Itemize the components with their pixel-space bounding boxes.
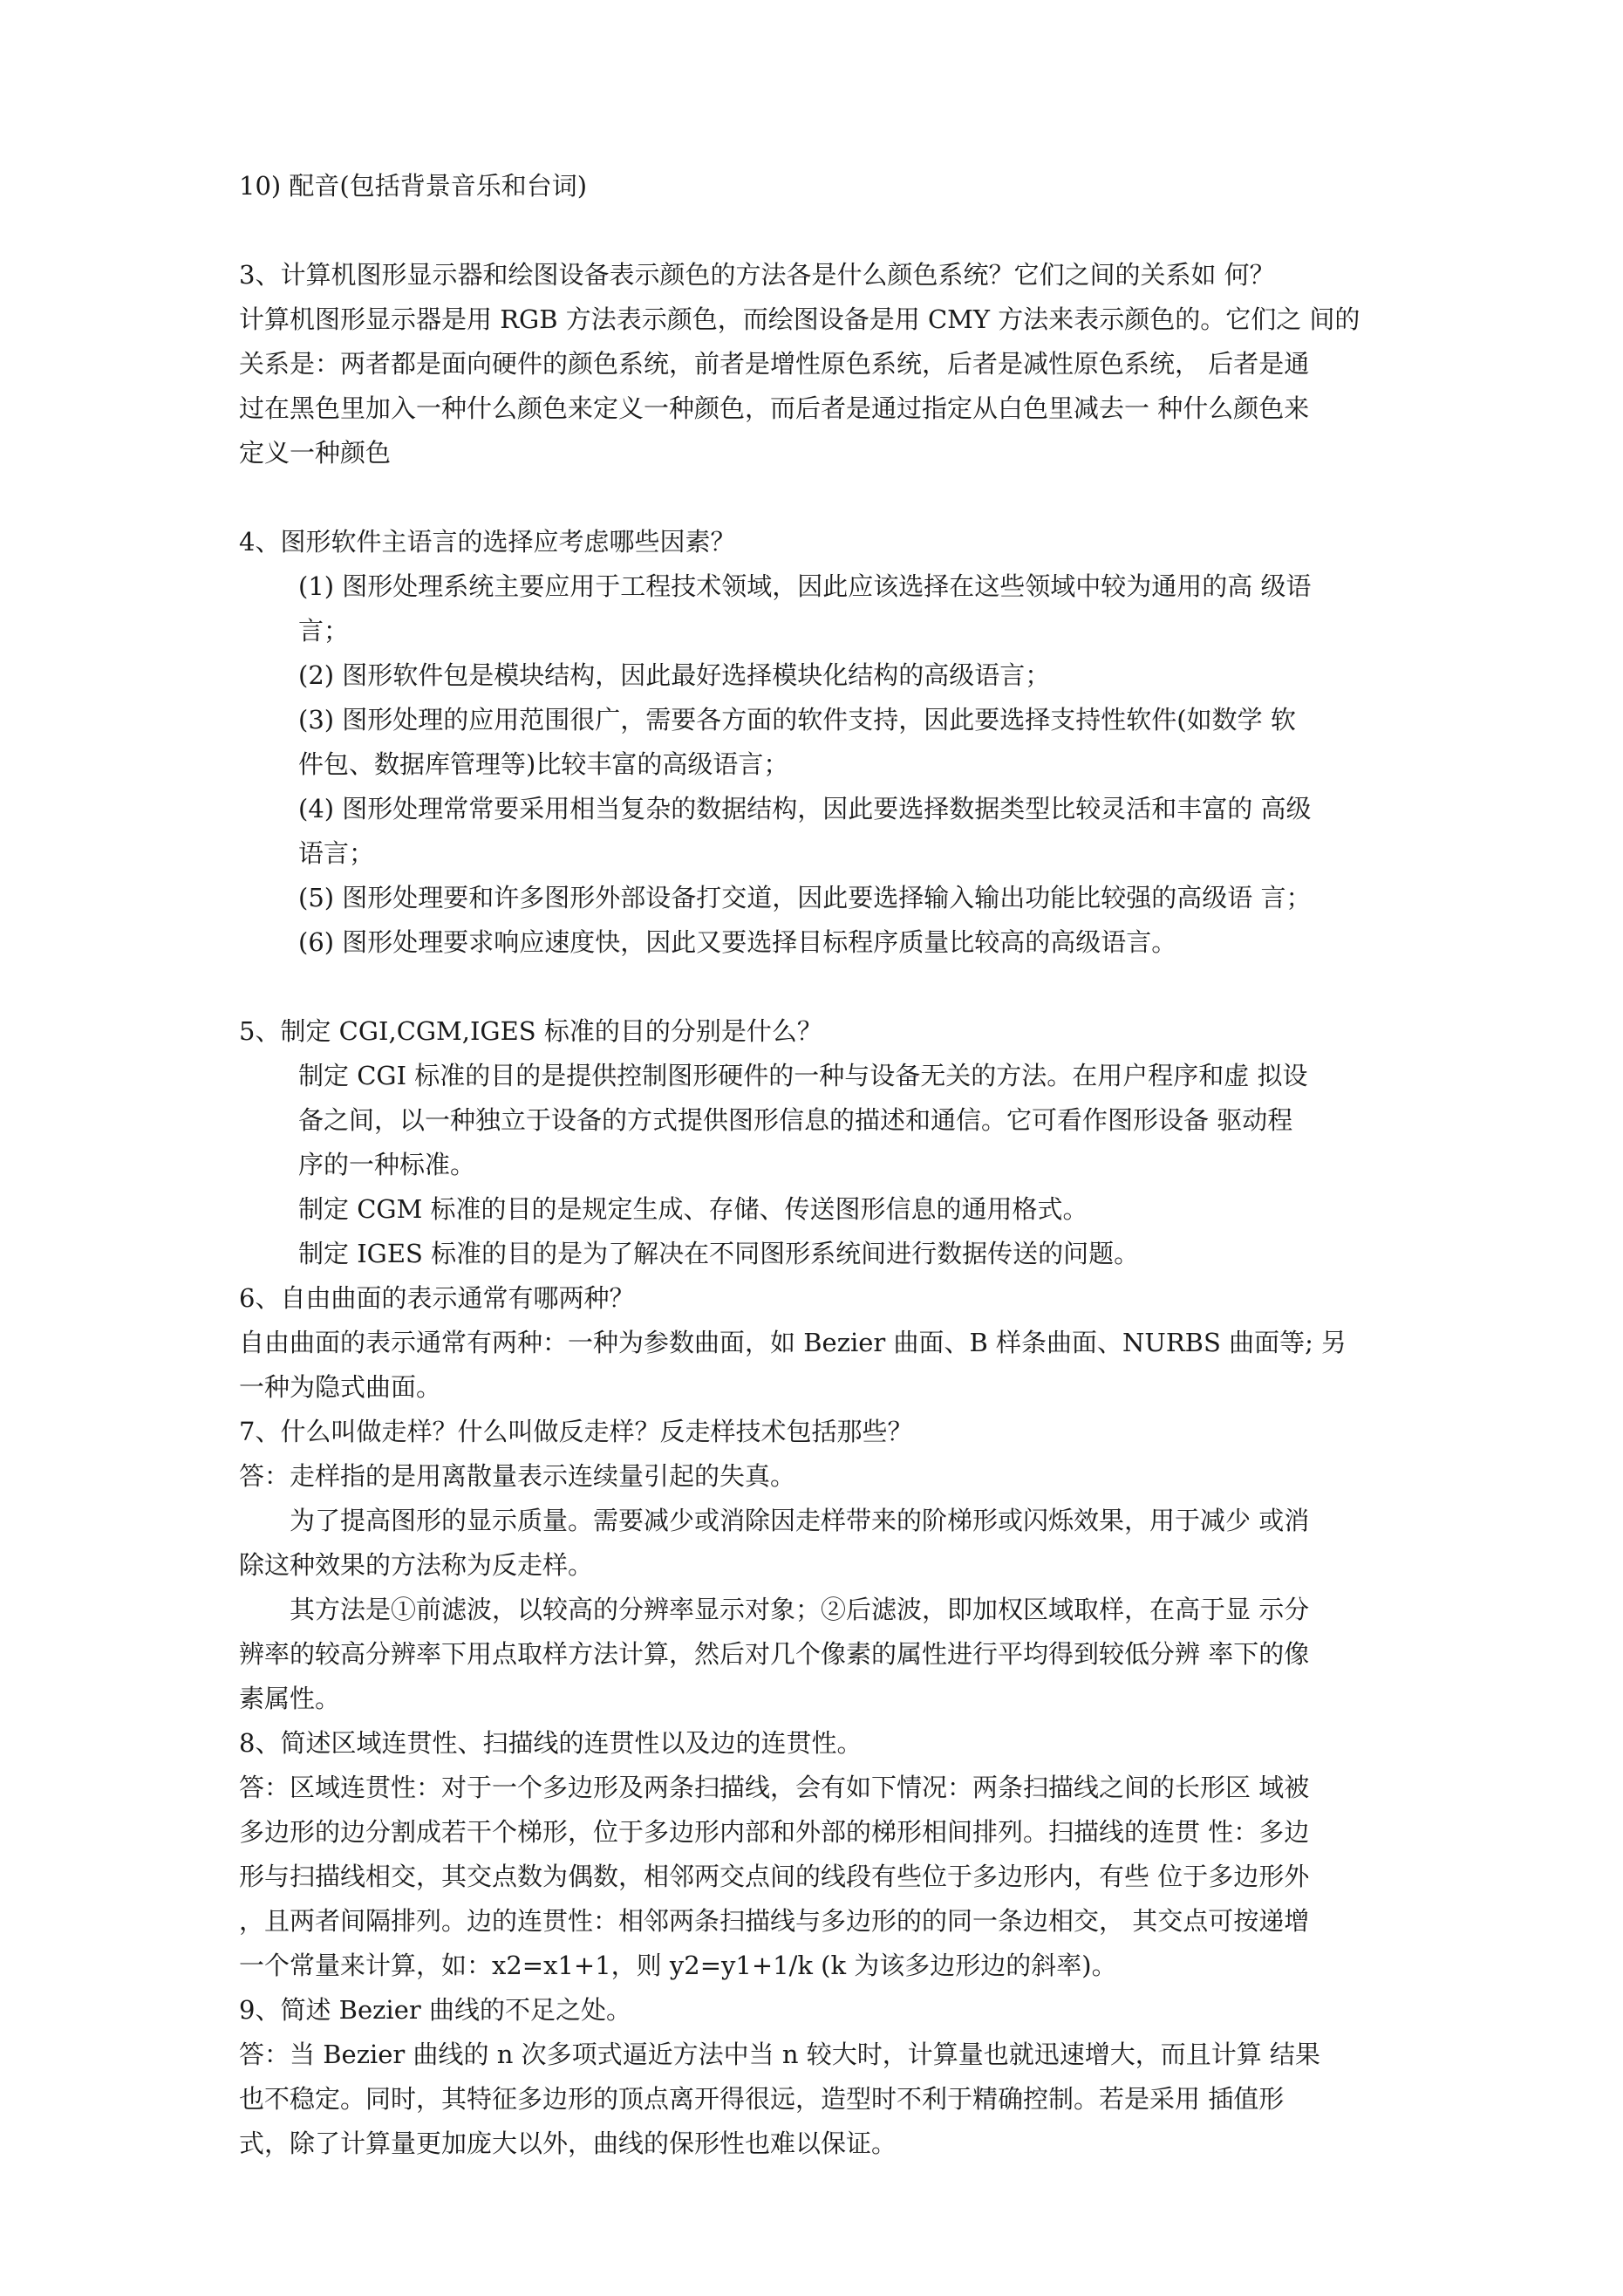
answer-line: (6) 图形处理要求响应速度快，因此又要选择目标程序质量比较高的高级语言。: [298, 927, 1177, 957]
question-3-title: 3、计算机图形显示器和绘图设备表示颜色的方法各是什么颜色系统？它们之间的关系如 何？: [239, 260, 1275, 290]
answer-line: 过在黑色里加入一种什么颜色来定义一种颜色，而后者是通过指定从白色里减去一 种什么颜色来: [239, 393, 1310, 423]
answer-line: (1) 图形处理系统主要应用于工程技术领域，因此应该选择在这些领域中较为通用的高 级语: [298, 571, 1312, 601]
answer-line: 一个常量来计算，如：x2=x1+1，则 y2=y1+1/k (k 为该多边形边的斜率)。: [239, 1951, 1117, 1980]
answer-line: 定义一种颜色: [239, 438, 392, 468]
answer-line: 答：走样指的是用离散量表示连续量引起的失真。: [239, 1461, 796, 1491]
question-9-title: 9、简述 Bezier 曲线的不足之处。: [239, 1995, 631, 2025]
answer-line: (3) 图形处理的应用范围很广，需要各方面的软件支持，因此要选择支持性软件(如数学 软: [298, 705, 1296, 735]
question-5: [239, 1009, 1408, 1276]
answer-line: 件包、数据库管理等)比较丰富的高级语言；: [298, 749, 789, 779]
answer-line: 制定 IGES 标准的目的是为了解决在不同图形系统间进行数据传送的问题。: [298, 1239, 1140, 1268]
answer-line: 答：区域连贯性：对于一个多边形及两条扫描线，会有如下情况：两条扫描线之间的长形区 域被: [239, 1773, 1310, 1802]
answer-line: (4) 图形处理常常要采用相当复杂的数据结构，因此要选择数据类型比较灵活和丰富的 高级: [298, 794, 1312, 823]
answer-line: 计算机图形显示器是用 RGB 方法表示颜色，而绘图设备是用 CMY 方法来表示颜色的。它们之 间的: [239, 304, 1360, 334]
answer-line: 一种为隐式曲面。: [239, 1372, 442, 1402]
question-8-title: 8、简述区域连贯性、扫描线的连贯性以及边的连贯性。: [239, 1728, 863, 1758]
answer-line: 除这种效果的方法称为反走样。: [239, 1550, 594, 1580]
answer-line: 言；: [298, 616, 350, 646]
answer-line: 语言；: [298, 838, 375, 868]
question-4: [239, 520, 1408, 965]
spacer: [239, 208, 1408, 253]
answer-line: ，且两者间隔排列。边的连贯性：相邻两条扫描线与多边形的的同一条边相交， 其交点可按递增: [239, 1906, 1310, 1936]
answer-line: 自由曲面的表示通常有两种：一种为参数曲面，如 Bezier 曲面、B 样条曲面、NURBS 曲面等; 另: [239, 1328, 1347, 1357]
question-7: [239, 1410, 1408, 1721]
answer-line: 形与扫描线相交，其交点数为偶数，相邻两交点间的线段有些位于多边形内，有些 位于多边形外: [239, 1862, 1310, 1891]
document-page: [239, 164, 1408, 2166]
spacer: [239, 965, 1408, 1009]
answer-line: 其方法是①前滤波，以较高的分辨率显示对象；②后滤波，即加权区域取样，在高于显 示分: [239, 1595, 1310, 1624]
answer-line: 多边形的边分割成若干个梯形，位于多边形内部和外部的梯形相间排列。扫描线的连贯 性：多边: [239, 1817, 1310, 1847]
answer-line: 关系是：两者都是面向硬件的颜色系统，前者是增性原色系统，后者是减性原色系统， 后者是通: [239, 349, 1310, 379]
question-8: [239, 1721, 1408, 1988]
question-9: [239, 1988, 1408, 2166]
answer-line: 辨率的较高分辨率下用点取样方法计算，然后对几个像素的属性进行平均得到较低分辨 率下的像: [239, 1639, 1310, 1669]
question-7-title: 7、什么叫做走样？什么叫做反走样？反走样技术包括那些？: [239, 1417, 913, 1446]
spacer: [239, 475, 1408, 520]
answer-line: (5) 图形处理要和许多图形外部设备打交道，因此要选择输入输出功能比较强的高级语 言；: [298, 883, 1312, 912]
question-6: [239, 1276, 1408, 1410]
answer-line: 备之间，以一种独立于设备的方式提供图形信息的描述和通信。它可看作图形设备 驱动程: [298, 1105, 1293, 1135]
question-5-title: 5、制定 CGI,CGM,IGES 标准的目的分别是什么？: [239, 1016, 822, 1046]
answer-line: 制定 CGM 标准的目的是规定生成、存储、传送图形信息的通用格式。: [298, 1194, 1088, 1224]
answer-line: 为了提高图形的显示质量。需要减少或消除因走样带来的阶梯形或闪烁效果，用于减少 或消: [239, 1506, 1310, 1535]
answer-line: 制定 CGI 标准的目的是提供控制图形硬件的一种与设备无关的方法。在用户程序和虚 拟设: [298, 1061, 1308, 1090]
answer-line: 素属性。: [239, 1684, 341, 1713]
question-3: [239, 253, 1408, 475]
answer-line: (2) 图形软件包是模块结构，因此最好选择模块化结构的高级语言；: [298, 660, 1051, 690]
answer-line: 序的一种标准。: [298, 1150, 476, 1179]
question-6-title: 6、自由曲面的表示通常有哪两种？: [239, 1283, 635, 1313]
answer-line: 也不稳定。同时，其特征多边形的顶点离开得很远，造型时不利于精确控制。若是采用 插值形: [239, 2084, 1285, 2114]
dubbing-item: 10) 配音(包括背景音乐和台词): [239, 171, 588, 201]
answer-line: 式，除了计算量更加庞大以外，曲线的保形性也难以保证。: [239, 2129, 897, 2158]
answer-line: 答：当 Bezier 曲线的 n 次多项式逼近方法中当 n 较大时，计算量也就迅速增大，而且计算 结果: [239, 2040, 1320, 2069]
question-4-title: 4、图形软件主语言的选择应考虑哪些因素？: [239, 527, 736, 557]
